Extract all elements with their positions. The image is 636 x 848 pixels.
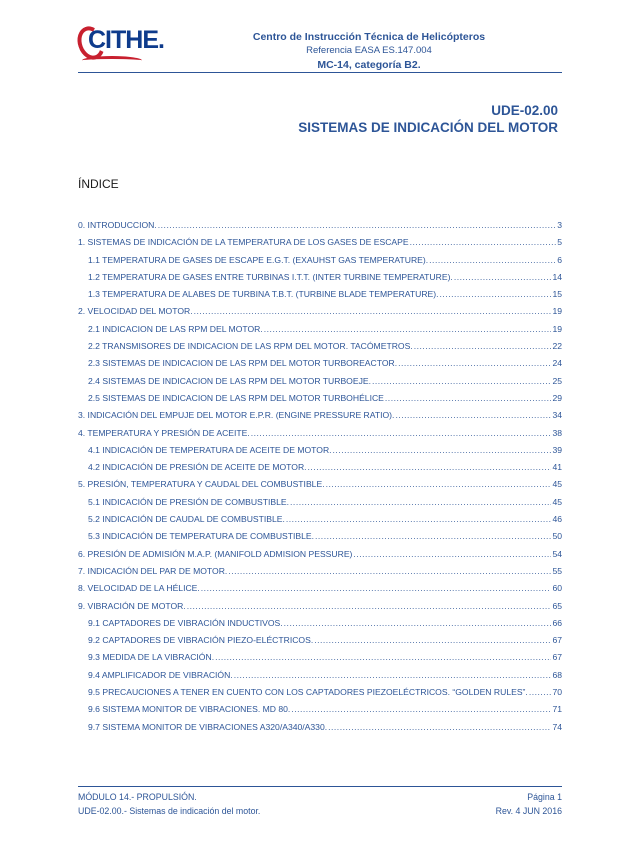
toc-entry-page: 68 <box>552 669 562 680</box>
toc-entry[interactable] <box>78 704 562 721</box>
toc-leader-dots <box>251 428 552 438</box>
toc-entry-page: 67 <box>552 652 562 663</box>
toc-entry-title: 2.3 SISTEMAS DE INDICACION DE LAS RPM DEL MOTOR TURBOREACTOR. <box>88 358 398 369</box>
toc-entry[interactable] <box>78 635 562 652</box>
toc-leader-dots <box>454 272 552 282</box>
toc-entry[interactable] <box>78 410 562 427</box>
toc-entry[interactable] <box>78 549 562 566</box>
toc-entry-page: 45 <box>552 496 562 507</box>
toc-leader-dots <box>353 549 551 559</box>
toc-entry-title: 1.3 TEMPERATURA DE ALABES DE TURBINA T.B.T. (TURBINE BLADE TEMPERATURE). <box>88 289 439 300</box>
toc-entry-page: 34 <box>552 410 562 421</box>
toc-entry[interactable] <box>78 670 562 687</box>
title-name: SISTEMAS DE INDICACIÓN DEL MOTOR <box>298 120 558 135</box>
toc-leader-dots <box>529 687 552 697</box>
toc-leader-dots <box>201 583 552 593</box>
toc-entry-page: 67 <box>552 635 562 646</box>
toc-entry-title: 1.2 TEMPERATURA DE GASES ENTRE TURBINAS I.T.T. (INTER TURBINE TEMPERATURE). <box>88 271 453 282</box>
header-divider <box>78 72 562 73</box>
toc-entry-title: 4.1 INDICACIÓN DE TEMPERATURA DE ACEITE DE MOTOR. <box>88 444 332 455</box>
toc-entry-page: 70 <box>552 687 562 698</box>
toc-leader-dots <box>284 618 552 628</box>
toc-leader-dots <box>308 462 552 472</box>
footer-divider <box>78 786 562 787</box>
toc-leader-dots <box>385 393 552 403</box>
cithe-logo <box>78 22 164 66</box>
toc-entry-page: 46 <box>552 514 562 525</box>
toc-entry-title: 2. VELOCIDAD DEL MOTOR. <box>78 306 193 317</box>
footer-page-number: Página 1 <box>527 792 562 802</box>
toc-entry-title: 9.2 CAPTADORES DE VIBRACIÓN PIEZO-ELÉCTRICOS. <box>88 635 314 646</box>
toc-entry[interactable] <box>78 445 562 462</box>
footer-unit: UDE-02.00.- Sistemas de indicación del motor. <box>78 806 261 816</box>
toc-leader-dots <box>234 670 552 680</box>
logo-text: CITHE. <box>88 26 164 54</box>
toc-entry-page: 14 <box>552 271 562 282</box>
logo-swoosh <box>82 56 142 65</box>
toc-entry-title: 1.1 TEMPERATURA DE GASES DE ESCAPE E.G.T. (EXAUHST GAS TEMPERATURE). <box>88 254 429 265</box>
toc-leader-dots <box>440 289 552 299</box>
toc-entry[interactable] <box>78 237 562 254</box>
toc-leader-dots <box>410 237 557 247</box>
footer-module: MÓDULO 14.- PROPULSIÓN. <box>78 792 197 802</box>
toc-entry-title: 9.7 SISTEMA MONITOR DE VIBRACIONES A320/A340/A330. <box>88 721 328 732</box>
toc-leader-dots <box>315 531 551 541</box>
toc-entry[interactable] <box>78 601 562 618</box>
index-heading: ÍNDICE <box>78 177 119 191</box>
table-of-contents <box>78 220 562 739</box>
toc-leader-dots <box>429 255 556 265</box>
toc-entry[interactable] <box>78 687 562 704</box>
toc-entry-page: 5 <box>557 237 562 248</box>
toc-entry-page: 55 <box>552 565 562 576</box>
toc-entry[interactable] <box>78 255 562 272</box>
toc-entry[interactable] <box>78 341 562 358</box>
toc-entry-page: 15 <box>552 289 562 300</box>
toc-entry[interactable] <box>78 289 562 306</box>
toc-entry[interactable] <box>78 722 562 739</box>
toc-entry-title: 5. PRESIÓN, TEMPERATURA Y CAUDAL DEL COMBUSTIBLE. <box>78 479 325 490</box>
toc-leader-dots <box>286 514 552 524</box>
toc-entry-title: 3. INDICACIÓN DEL EMPUJE DEL MOTOR E.P.R. (ENGINE PRESSURE RATIO). <box>78 410 395 421</box>
document-header <box>230 30 508 72</box>
toc-entry-page: 74 <box>552 721 562 732</box>
toc-entry-title: 9.3 MEDIDA DE LA VIBRACIÓN. <box>88 652 215 663</box>
toc-entry[interactable] <box>78 583 562 600</box>
document-footer <box>78 790 562 818</box>
toc-entry[interactable] <box>78 376 562 393</box>
toc-entry-page: 24 <box>552 358 562 369</box>
toc-entry[interactable] <box>78 428 562 445</box>
toc-entry-title: 5.3 INDICACIÓN DE TEMPERATURA DE COMBUSTIBLE. <box>88 531 315 542</box>
toc-entry-page: 19 <box>552 306 562 317</box>
toc-entry-page: 19 <box>552 323 562 334</box>
toc-entry[interactable] <box>78 462 562 479</box>
toc-entry[interactable] <box>78 358 562 375</box>
toc-leader-dots <box>194 306 552 316</box>
toc-entry-page: 38 <box>552 427 562 438</box>
toc-entry-page: 54 <box>552 548 562 559</box>
toc-entry[interactable] <box>78 220 562 237</box>
toc-entry-title: 9.4 AMPLIFICADOR DE VIBRACIÓN. <box>88 669 233 680</box>
toc-entry[interactable] <box>78 531 562 548</box>
toc-leader-dots <box>398 358 551 368</box>
toc-entry-title: 9.5 PRECAUCIONES A TENER EN CUENTO CON LOS CAPTADORES PIEZOELÉCTRICOS. “GOLDEN RULES”. <box>88 687 528 698</box>
toc-entry-page: 3 <box>557 220 562 230</box>
toc-entry-page: 60 <box>552 583 562 594</box>
header-line-1: Centro de Instrucción Técnica de Helicópteros <box>252 31 486 43</box>
toc-leader-dots <box>314 635 551 645</box>
toc-entry-title: 9. VIBRACIÓN DE MOTOR. <box>78 600 186 611</box>
toc-leader-dots <box>264 324 552 334</box>
toc-leader-dots <box>395 410 551 420</box>
header-line-3: MC-14, categoría B2. <box>317 59 421 71</box>
toc-entry-title: 2.2 TRANSMISORES DE INDICACION DE LAS RPM DEL MOTOR. TACÓMETROS. <box>88 341 413 352</box>
toc-entry-title: 0. INTRODUCCION. <box>78 220 157 230</box>
toc-entry-page: 71 <box>552 704 562 715</box>
title-code: UDE-02.00 <box>491 103 558 118</box>
toc-entry-page: 29 <box>552 392 562 403</box>
toc-entry-page: 39 <box>552 444 562 455</box>
toc-entry-title: 7. INDICACIÓN DEL PAR DE MOTOR. <box>78 565 228 576</box>
toc-leader-dots <box>228 566 551 576</box>
toc-leader-dots <box>372 376 551 386</box>
toc-entry-page: 45 <box>552 479 562 490</box>
toc-entry-title: 5.2 INDICACIÓN DE CAUDAL DE COMBUSTIBLE. <box>88 514 285 525</box>
toc-entry-title: 4. TEMPERATURA Y PRESIÓN DE ACEITE. <box>78 427 250 438</box>
toc-entry[interactable] <box>78 618 562 635</box>
toc-entry[interactable] <box>78 324 562 341</box>
toc-leader-dots <box>158 220 556 230</box>
toc-entry-page: 50 <box>552 531 562 542</box>
toc-entry-title: 4.2 INDICACIÓN DE PRESIÓN DE ACEITE DE MOTOR. <box>88 462 307 473</box>
toc-entry-page: 6 <box>557 254 562 265</box>
toc-entry-title: 6. PRESIÓN DE ADMISIÓN M.A.P. (MANIFOLD ADMISION PESSURE) <box>78 548 353 559</box>
footer-revision: Rev. 4 JUN 2016 <box>495 806 562 816</box>
toc-entry-title: 1. SISTEMAS DE INDICACIÓN DE LA TEMPERATURA DE LOS GASES DE ESCAPE <box>78 237 409 248</box>
toc-leader-dots <box>414 341 552 351</box>
document-title <box>298 102 558 136</box>
toc-leader-dots <box>215 652 551 662</box>
toc-entry-title: 2.5 SISTEMAS DE INDICACION DE LAS RPM DEL MOTOR TURBOHÉLICE <box>88 392 384 403</box>
toc-entry-page: 22 <box>552 341 562 352</box>
toc-entry[interactable] <box>78 306 562 323</box>
header-line-2: Referencia EASA ES.147.004 <box>306 45 432 56</box>
toc-entry[interactable] <box>78 497 562 514</box>
toc-entry-title: 2.1 INDICACION DE LAS RPM DEL MOTOR. <box>88 323 263 334</box>
toc-leader-dots <box>326 479 552 489</box>
toc-entry[interactable] <box>78 479 562 496</box>
toc-entry[interactable] <box>78 514 562 531</box>
toc-leader-dots <box>328 722 551 732</box>
toc-entry-title: 9.6 SISTEMA MONITOR DE VIBRACIONES. MD 80. <box>88 704 291 715</box>
toc-entry-page: 41 <box>552 462 562 473</box>
toc-entry-title: 5.1 INDICACIÓN DE PRESIÓN DE COMBUSTIBLE. <box>88 496 290 507</box>
toc-leader-dots <box>187 601 552 611</box>
toc-leader-dots <box>290 497 551 507</box>
toc-entry[interactable] <box>78 566 562 583</box>
toc-entry-page: 25 <box>552 375 562 386</box>
toc-entry[interactable] <box>78 393 562 410</box>
toc-entry-title: 9.1 CAPTADORES DE VIBRACIÓN INDUCTIVOS. <box>88 617 283 628</box>
toc-entry-title: 2.4 SISTEMAS DE INDICACION DE LAS RPM DEL MOTOR TURBOEJE. <box>88 375 372 386</box>
toc-entry-page: 66 <box>552 617 562 628</box>
toc-leader-dots <box>291 704 551 714</box>
toc-entry[interactable] <box>78 272 562 289</box>
toc-entry[interactable] <box>78 652 562 669</box>
toc-entry-title: 8. VELOCIDAD DE LA HÉLICE. <box>78 583 200 594</box>
toc-entry-page: 65 <box>552 600 562 611</box>
toc-leader-dots <box>333 445 552 455</box>
